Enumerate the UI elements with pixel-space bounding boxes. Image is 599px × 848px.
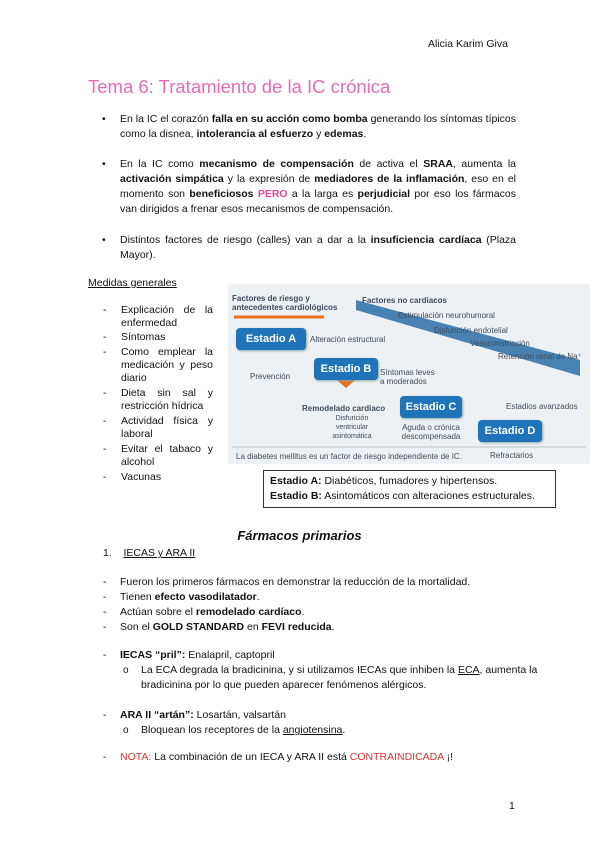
ara-item: - ARA II “artán”: Losartán, valsartán: [103, 708, 543, 723]
fig-aguda: Aguda o crónica descompensada: [401, 423, 461, 441]
intro-bullet-2: • En la IC como mecanismo de compensación de activa el SRAA, aumenta la activación simpática y la expresión de mediadores de la inflamación, eso en el momento son beneficiosos PERO a la larga es perjudicial por eso los fármacos van dirigidos a frenar esos mecanismos de compensación.: [100, 157, 516, 217]
farmacos-heading: Fármacos primarios: [237, 528, 362, 543]
medidas-heading: Medidas generales: [88, 277, 177, 289]
intro-bullet-3: • Distintos factores de riesgo (calles) van a dar a la insuficiencia cardíaca (Plaza Mayor).: [100, 233, 516, 263]
fig-refractarios: Refractarios: [490, 451, 534, 460]
iecas-block: [103, 648, 543, 693]
intro-bullet-1: • En la IC el corazón falla en su acción como bomba generando los síntomas típicos como la disnea, intolerancia al esfuerzo y edemas.: [100, 112, 516, 142]
ara-block: [103, 708, 543, 738]
page-number: 1: [509, 800, 515, 812]
iecas-properties-list: [103, 575, 543, 635]
stage-a-badge: Estadio A: [236, 328, 306, 350]
iecas-item: - IECAS “pril”: Enalapril, captopril: [103, 648, 543, 663]
medida-item: - Actividad física y laboral: [103, 415, 213, 441]
legend-stage-a: Estadio A: Diabéticos, fumadores y hipertensos.: [270, 475, 498, 487]
fig-factores-riesgo: Factores de riesgo y antecedentes cardiológicos: [232, 294, 338, 312]
fig-sintomas-leves: Síntomas leves a moderados: [380, 368, 435, 386]
medida-item: - Explicación de la enfermedad: [103, 304, 213, 330]
fig-footer: La diabetes mellitus es un factor de riesgo independiente de IC.: [236, 452, 462, 461]
ic-stages-figure: [228, 284, 590, 464]
fig-alteracion: Alteración estructural: [310, 335, 386, 344]
nota-item: - NOTA: La combinación de un IECA y ARA II está CONTRAINDICADA ¡!: [103, 750, 543, 765]
medida-item: - Vacunas: [103, 471, 213, 484]
fig-factores-no-cardiacos: Factores no cardiacos: [362, 296, 447, 305]
list-item: - Fueron los primeros fármacos en demonstrar la reducción de la mortalidad.: [103, 575, 543, 590]
medidas-list: [103, 304, 213, 484]
stage-d-badge: Estadio D: [478, 420, 542, 442]
nota-block: [103, 750, 543, 765]
stages-legend-box: [263, 470, 556, 508]
fig-disfuncion: Disfunción endotelial: [434, 326, 508, 335]
section-1-heading: 1. IECAS y ARA II: [103, 547, 196, 559]
medida-item: - Dieta sin sal y restricción hídrica: [103, 387, 213, 413]
fig-disfuncion-ventricular: Disfunción ventricular asintomática: [332, 415, 372, 440]
fig-estadios-avanzados: Estadios avanzados: [506, 402, 578, 411]
ara-subitem: o Bloquean los receptores de la angiotensina.: [103, 723, 543, 738]
fig-remodelado: Remodelado cardiaco: [302, 404, 386, 413]
author-name: Alicia Karim Giva: [428, 38, 508, 50]
list-item: - Tienen efecto vasodilatador.: [103, 590, 543, 605]
fig-retencion: Retención renal de Na⁺: [498, 352, 582, 361]
page-title: Tema 6: Tratamiento de la IC crónica: [88, 76, 391, 97]
medida-item: - Evitar el tabaco y alcohol: [103, 443, 213, 469]
fig-vasoconstriccion: Vasoconstricción: [470, 339, 530, 348]
fig-estimulacion: Estimulación neurohumoral: [398, 311, 495, 320]
iecas-subitem: o La ECA degrada la bradicinina, y si utilizamos IECAs que inhiben la ECA, aumenta la bradicinina por lo que pueden aparecer fenómenos alérgicos.: [103, 663, 543, 693]
medida-item: - Como emplear la medicación y peso diario: [103, 346, 213, 385]
medida-item: - Síntomas: [103, 331, 213, 344]
stage-c-badge: Estadio C: [400, 396, 462, 418]
list-item: - Actúan sobre el remodelado cardíaco.: [103, 605, 543, 620]
stage-b-badge: Estadio B: [314, 358, 378, 380]
list-item: - Son el GOLD STANDARD en FEVI reducida.: [103, 620, 543, 635]
fig-prevencion: Prevención: [250, 372, 291, 381]
legend-stage-b: Estadio B: Asintomáticos con alteraciones estructurales.: [270, 490, 535, 502]
